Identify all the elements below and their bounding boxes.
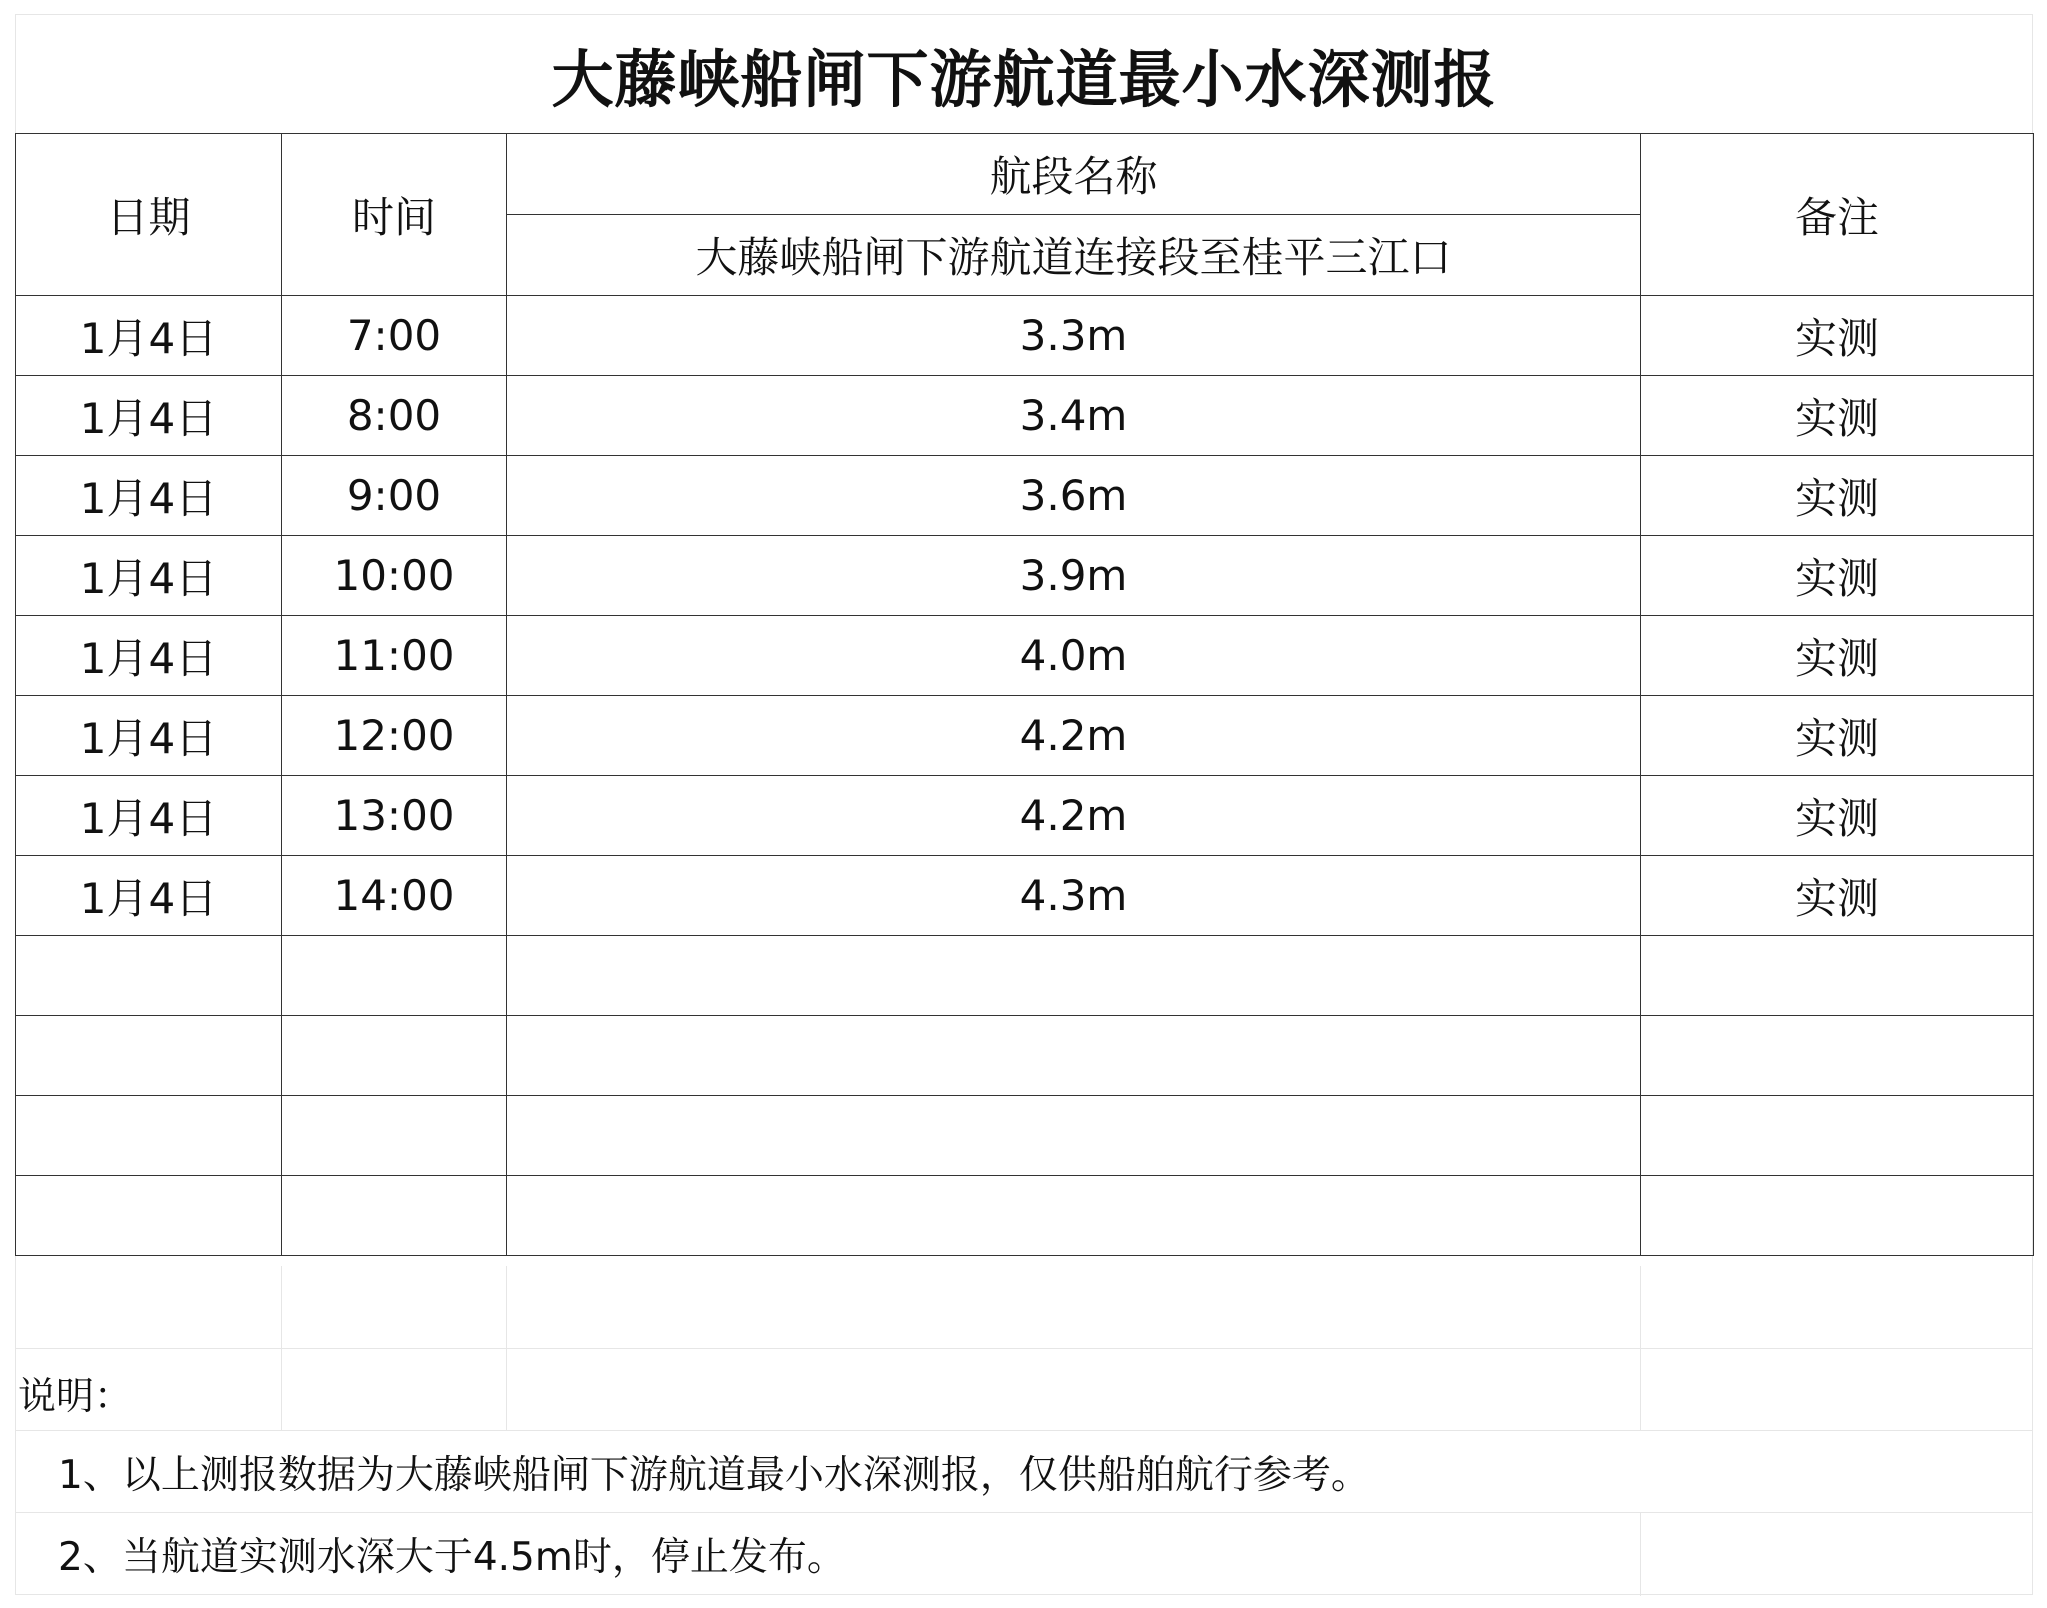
- cell-time: 12:00: [282, 696, 507, 776]
- header-section-value: 大藤峡船闸下游航道连接段至桂平三江口: [507, 215, 1641, 296]
- cell-date: 1月4日: [16, 776, 282, 856]
- cell-remark: 实测: [1641, 856, 2034, 936]
- cell-date: 1月4日: [16, 696, 282, 776]
- cell-remark: 实测: [1641, 296, 2034, 376]
- table-row: [16, 536, 2034, 616]
- cell-date: 1月4日: [16, 376, 282, 456]
- table-row: [16, 296, 2034, 376]
- cell-time: 13:00: [282, 776, 507, 856]
- cell-depth: 4.2m: [507, 776, 1641, 856]
- cell-time: 9:00: [282, 456, 507, 536]
- table-row: [16, 376, 2034, 456]
- cell-depth: 3.9m: [507, 536, 1641, 616]
- cell-time: 10:00: [282, 536, 507, 616]
- empty-cell: [16, 1096, 282, 1176]
- note-item: 2、当航道实测水深大于4.5m时，停止发布。: [58, 1535, 846, 1580]
- empty-cell: [16, 1176, 282, 1256]
- grid-line: [1640, 1512, 1641, 1596]
- report-title: 大藤峡船闸下游航道最小水深测报: [551, 42, 1497, 116]
- cell-date: 1月4日: [16, 616, 282, 696]
- cell-remark: 实测: [1641, 776, 2034, 856]
- empty-cell: [507, 1176, 1641, 1256]
- empty-cell: [507, 1016, 1641, 1096]
- note-item: 1、以上测报数据为大藤峡船闸下游航道最小水深测报，仅供船舶航行参考。: [58, 1453, 1370, 1498]
- empty-cell: [16, 1016, 282, 1096]
- cell-time: 7:00: [282, 296, 507, 376]
- cell-date: 1月4日: [16, 536, 282, 616]
- cell-depth: 3.4m: [507, 376, 1641, 456]
- depth-report-table: [15, 133, 2034, 1256]
- empty-table-row: [16, 1096, 2034, 1176]
- empty-cell: [282, 1176, 507, 1256]
- empty-cell: [282, 1016, 507, 1096]
- table-row: [16, 856, 2034, 936]
- header-section-name: 航段名称: [507, 134, 1641, 215]
- cell-time: 11:00: [282, 616, 507, 696]
- header-time: 时间: [282, 134, 507, 296]
- cell-date: 1月4日: [16, 296, 282, 376]
- cell-time: 14:00: [282, 856, 507, 936]
- table-row: [16, 776, 2034, 856]
- empty-table-row: [16, 936, 2034, 1016]
- cell-time: 8:00: [282, 376, 507, 456]
- empty-cell: [507, 936, 1641, 1016]
- cell-remark: 实测: [1641, 536, 2034, 616]
- empty-cell: [282, 1096, 507, 1176]
- notes-label: 说明：: [18, 1373, 133, 1418]
- cell-remark: 实测: [1641, 696, 2034, 776]
- grid-line: [15, 1430, 2033, 1431]
- empty-table-row: [16, 1016, 2034, 1096]
- cell-depth: 4.0m: [507, 616, 1641, 696]
- table-header-row: [16, 134, 2034, 215]
- cell-remark: 实测: [1641, 376, 2034, 456]
- cell-depth: 4.3m: [507, 856, 1641, 936]
- cell-date: 1月4日: [16, 456, 282, 536]
- cell-depth: 4.2m: [507, 696, 1641, 776]
- table-row: [16, 616, 2034, 696]
- table-row: [16, 456, 2034, 536]
- cell-depth: 3.3m: [507, 296, 1641, 376]
- grid-line: [15, 1348, 2033, 1349]
- cell-remark: 实测: [1641, 456, 2034, 536]
- empty-cell: [16, 936, 282, 1016]
- empty-cell: [1641, 936, 2034, 1016]
- empty-table-row: [16, 1176, 2034, 1256]
- table-row: [16, 696, 2034, 776]
- cell-remark: 实测: [1641, 616, 2034, 696]
- header-remark: 备注: [1641, 134, 2034, 296]
- grid-line: [15, 1512, 2033, 1513]
- grid-line: [15, 14, 2033, 15]
- cell-depth: 3.6m: [507, 456, 1641, 536]
- empty-cell: [1641, 1016, 2034, 1096]
- empty-cell: [507, 1096, 1641, 1176]
- empty-cell: [1641, 1096, 2034, 1176]
- header-date: 日期: [16, 134, 282, 296]
- empty-cell: [1641, 1176, 2034, 1256]
- cell-date: 1月4日: [16, 856, 282, 936]
- grid-line: [15, 1594, 2033, 1595]
- empty-cell: [282, 936, 507, 1016]
